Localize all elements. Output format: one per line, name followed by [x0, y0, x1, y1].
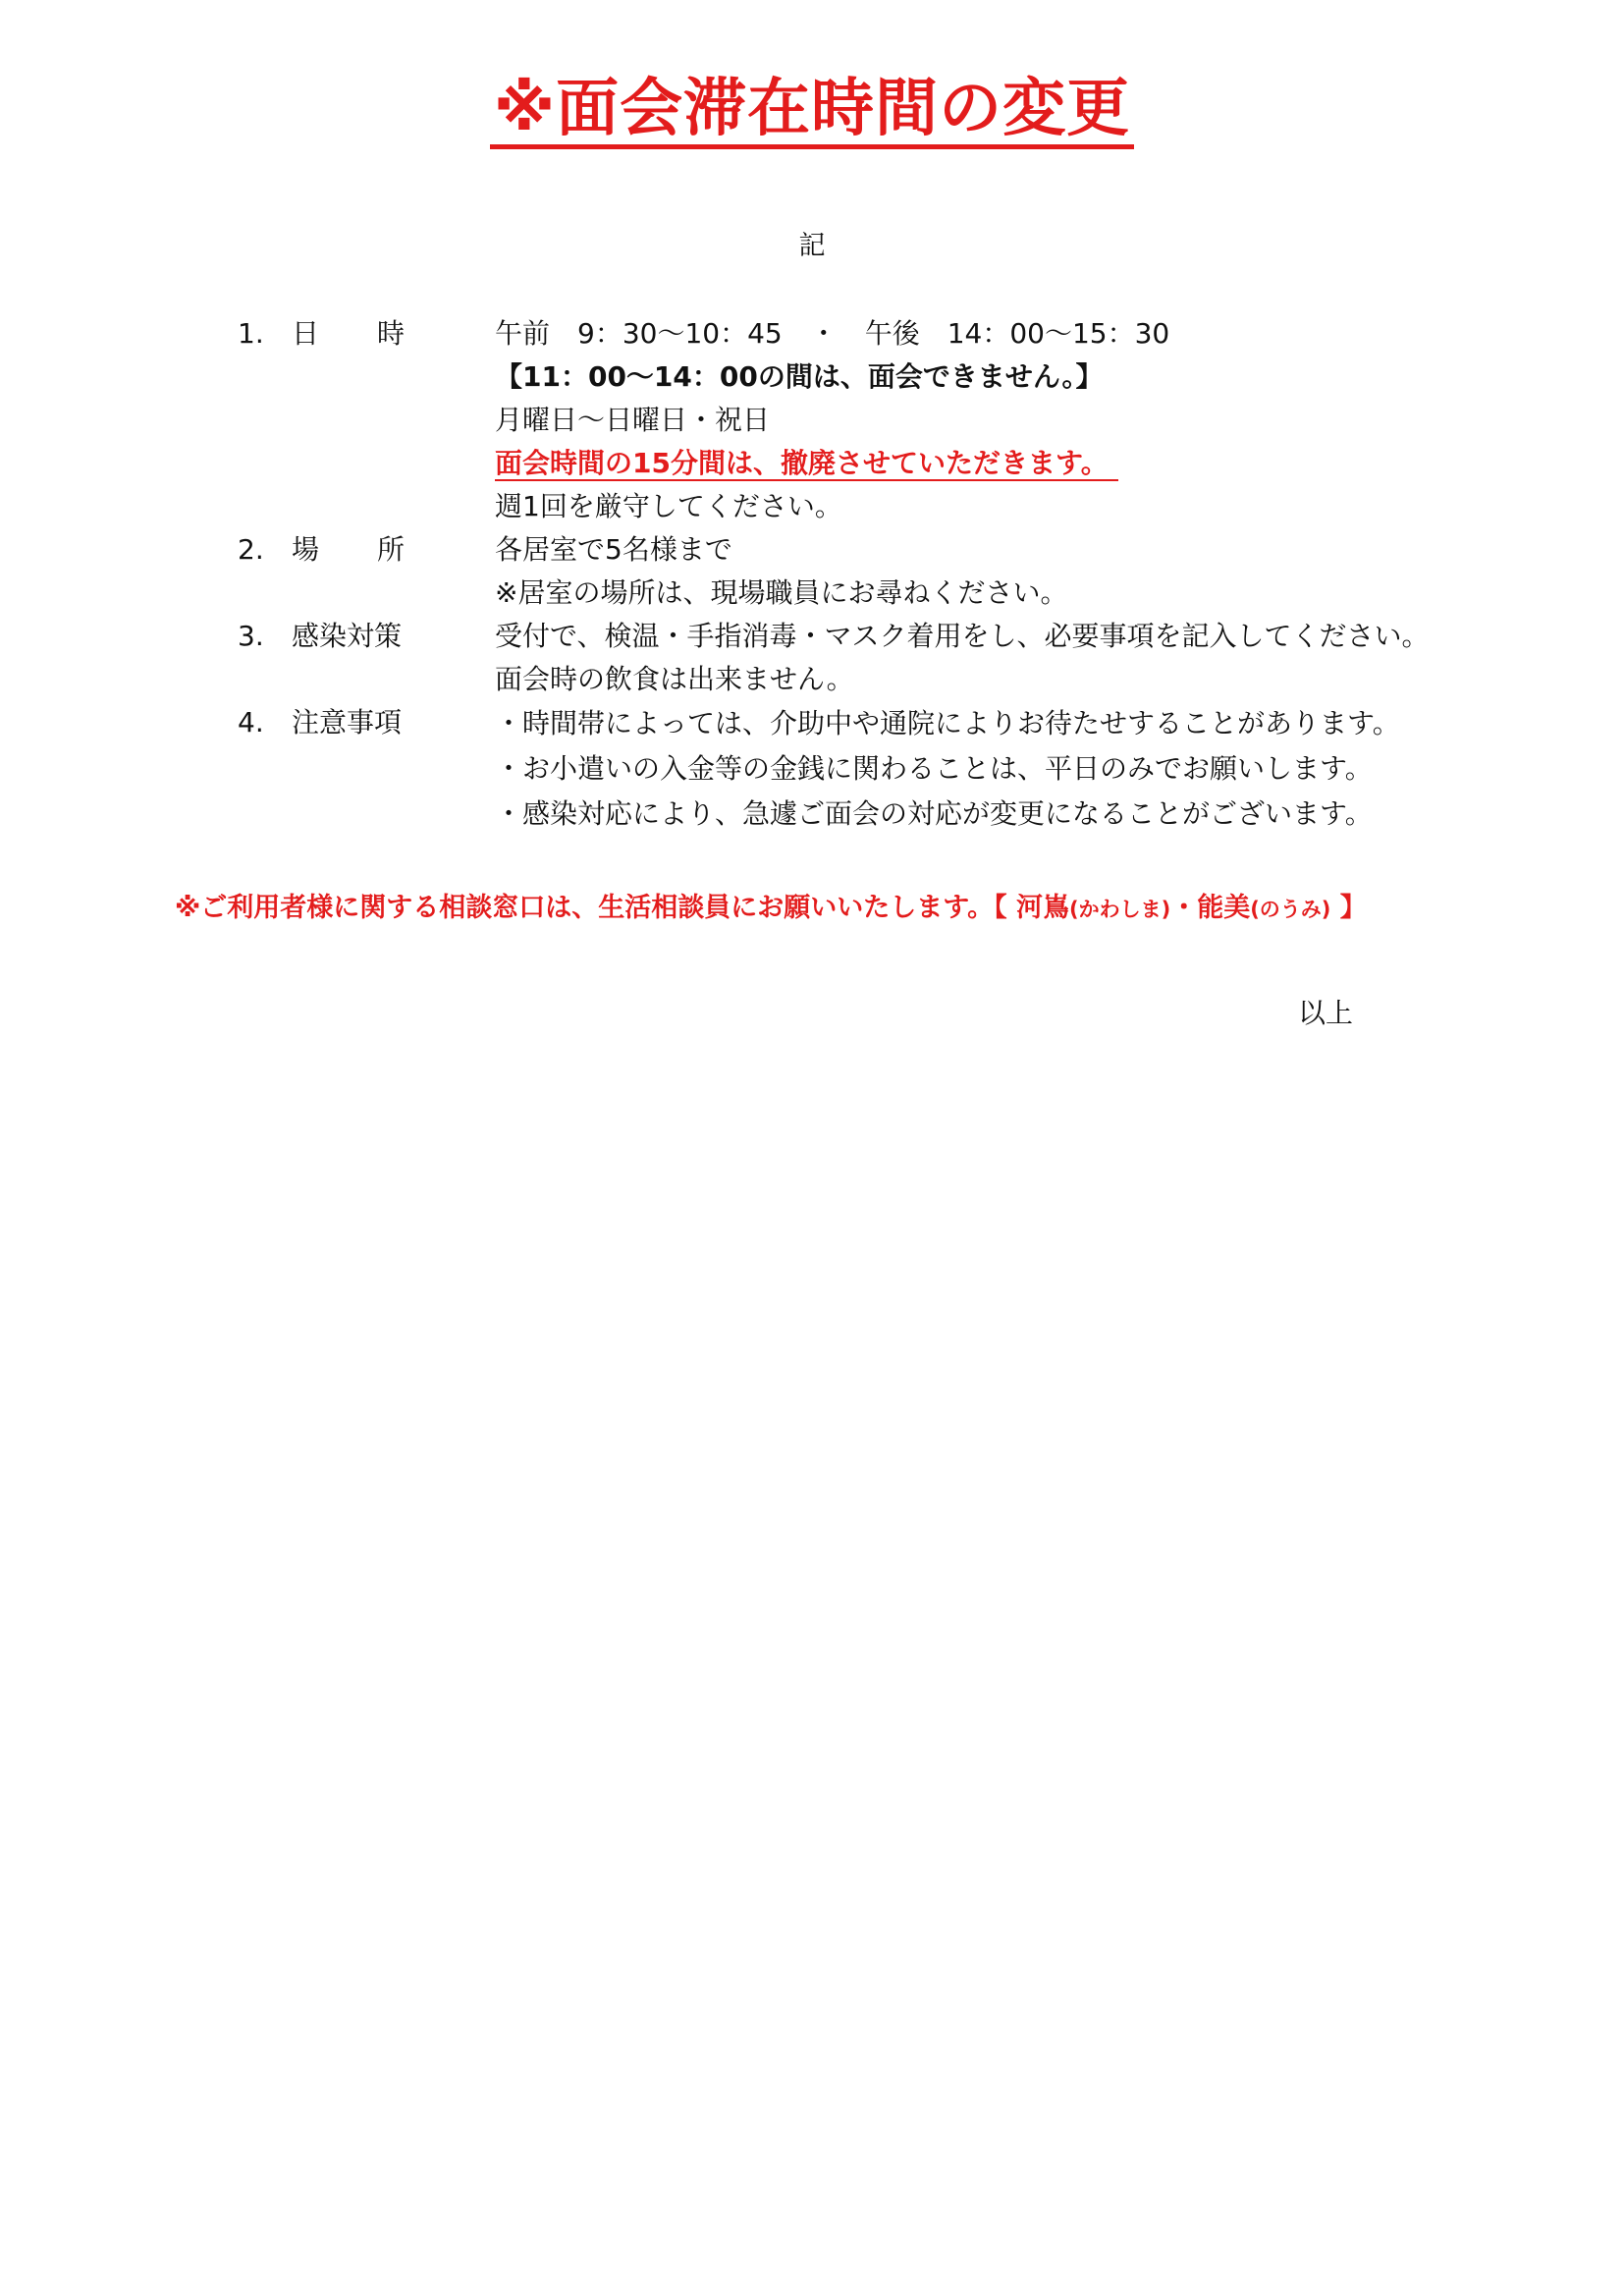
- section-lines: [495, 701, 1514, 837]
- section-infection-control: [238, 615, 1514, 701]
- section-lines: [495, 528, 1514, 615]
- abolished-notice-text: 面会時間の15分間は、撤廃させていただきます。: [495, 447, 1118, 481]
- abolished-notice: [495, 442, 1514, 485]
- section-number: 1.: [238, 317, 264, 350]
- contact-close: 】: [1330, 893, 1367, 923]
- section-label: 日 時: [292, 317, 405, 350]
- section-notes: [238, 701, 1514, 837]
- contact-reading-2: (のうみ): [1250, 898, 1331, 921]
- section-label: 注意事項: [292, 706, 403, 738]
- note-item: ・時間帯によっては、介助中や通院によりお待たせすることがあります。: [495, 707, 1400, 739]
- contact-reading-1: (かわしま): [1069, 898, 1171, 921]
- section-number: 4.: [238, 706, 264, 738]
- section-number: 3.: [238, 620, 264, 652]
- record-marker: 記: [798, 231, 826, 261]
- visiting-hours-line: 午前 9：30～10：45 ・ 午後 14：00～15：30: [495, 317, 1170, 350]
- section-datetime: [238, 312, 1514, 528]
- closing-mark: 以上: [1298, 997, 1354, 1029]
- note-item: ・お小遣いの入金等の金銭に関わることは、平日のみでお願いします。: [495, 752, 1373, 785]
- page-title-text: ※面会滞在時間の変更: [490, 77, 1134, 149]
- contact-main: ※ご利用者様に関する相談窓口は、生活相談員にお願いいたします。【 河嶌: [175, 893, 1069, 923]
- section-place: [238, 528, 1514, 615]
- no-visit-notice: 【11：00～14：00の間は、面会できません。】: [495, 360, 1104, 393]
- sections-list: [238, 312, 1514, 837]
- contact-middle: ・能美: [1170, 893, 1251, 923]
- note-item: ・感染対応により、急遽ご面会の対応が変更になることがございます。: [495, 797, 1373, 830]
- section-lines: [495, 312, 1514, 528]
- weekly-rule-line: 週1回を厳守してください。: [495, 490, 842, 522]
- visiting-days-line: 月曜日～日曜日・祝日: [495, 404, 771, 436]
- section-lines: [495, 615, 1514, 701]
- section-label: 場 所: [292, 533, 405, 566]
- place-note-line: ※居室の場所は、現場職員にお尋ねください。: [495, 576, 1068, 609]
- section-number: 2.: [238, 533, 264, 566]
- contact-notice: [175, 886, 1367, 924]
- section-label: 感染対策: [292, 620, 403, 652]
- no-food-line: 面会時の飲食は出来ません。: [495, 663, 854, 695]
- infection-control-line: 受付で、検温・手指消毒・マスク着用をし、必要事項を記入してください。: [495, 620, 1430, 652]
- page-title: [0, 73, 1624, 149]
- place-line: 各居室で5名様まで: [495, 533, 732, 566]
